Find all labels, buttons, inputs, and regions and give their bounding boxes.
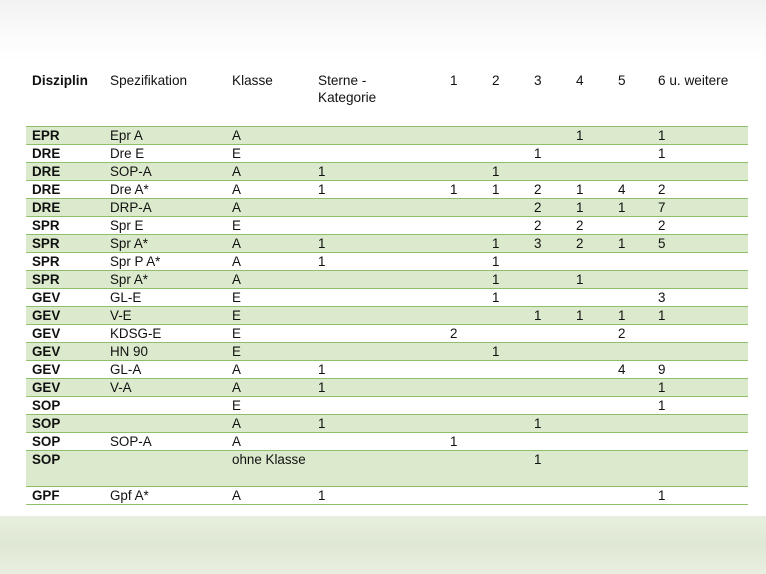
cell-spezifikation: KDSG-E	[110, 325, 232, 343]
cell-sterne-kategorie	[318, 307, 450, 325]
table-row	[26, 271, 748, 289]
cell-col-6-plus	[658, 325, 748, 343]
cell-col-2: 1	[492, 163, 534, 181]
cell-col-6-plus: 1	[658, 307, 748, 325]
cell-col-5	[618, 487, 658, 505]
cell-disziplin: GEV	[26, 307, 110, 325]
table-row	[26, 217, 748, 235]
cell-col-1	[450, 379, 492, 397]
cell-klasse: E	[232, 289, 318, 307]
cell-col-1	[450, 235, 492, 253]
table-row	[26, 145, 748, 163]
cell-col-4	[576, 379, 618, 397]
cell-col-2	[492, 361, 534, 379]
cell-col-3	[534, 289, 576, 307]
cell-col-1	[450, 361, 492, 379]
cell-klasse: A	[232, 379, 318, 397]
cell-col-6-plus	[658, 451, 748, 487]
cell-col-6-plus: 1	[658, 487, 748, 505]
header-klasse: Klasse	[232, 73, 273, 88]
cell-disziplin: SPR	[26, 217, 110, 235]
cell-col-4: 1	[576, 307, 618, 325]
cell-spezifikation	[110, 451, 232, 487]
cell-col-1	[450, 451, 492, 487]
cell-col-4	[576, 343, 618, 361]
cell-col-2: 1	[492, 343, 534, 361]
cell-spezifikation: GL-A	[110, 361, 232, 379]
cell-col-1: 1	[450, 181, 492, 199]
cell-sterne-kategorie: 1	[318, 235, 450, 253]
header-disziplin: Disziplin	[32, 73, 88, 88]
cell-sterne-kategorie: 1	[318, 163, 450, 181]
cell-col-5	[618, 343, 658, 361]
cell-klasse: E	[232, 397, 318, 415]
cell-col-1	[450, 127, 492, 145]
table-row	[26, 307, 748, 325]
cell-col-5	[618, 253, 658, 271]
cell-disziplin: SPR	[26, 253, 110, 271]
cell-disziplin: SOP	[26, 397, 110, 415]
cell-spezifikation: Spr A*	[110, 235, 232, 253]
cell-col-5: 1	[618, 199, 658, 217]
cell-col-3: 3	[534, 235, 576, 253]
cell-col-2	[492, 127, 534, 145]
cell-col-5: 4	[618, 181, 658, 199]
cell-sterne-kategorie	[318, 217, 450, 235]
cell-col-1	[450, 217, 492, 235]
cell-col-5	[618, 451, 658, 487]
cell-klasse: A	[232, 361, 318, 379]
cell-col-5	[618, 289, 658, 307]
cell-klasse: A	[232, 235, 318, 253]
cell-col-3: 1	[534, 451, 576, 487]
header-col-6-plus: 6 u. weitere	[658, 73, 729, 88]
cell-col-4: 1	[576, 271, 618, 289]
cell-col-3	[534, 379, 576, 397]
cell-col-2	[492, 487, 534, 505]
cell-col-6-plus	[658, 163, 748, 181]
cell-spezifikation	[110, 415, 232, 433]
cell-col-3	[534, 487, 576, 505]
cell-col-4: 2	[576, 235, 618, 253]
table-row	[26, 487, 748, 505]
cell-col-1	[450, 343, 492, 361]
cell-col-1	[450, 199, 492, 217]
cell-col-5	[618, 415, 658, 433]
cell-disziplin: GEV	[26, 361, 110, 379]
bottom-background-band	[0, 516, 766, 574]
header-sterne-kategorie	[318, 66, 450, 127]
cell-col-6-plus: 7	[658, 199, 748, 217]
cell-col-6-plus	[658, 433, 748, 451]
cell-disziplin: EPR	[26, 127, 110, 145]
table-row	[26, 199, 748, 217]
cell-col-2	[492, 379, 534, 397]
cell-col-5: 1	[618, 235, 658, 253]
cell-col-4	[576, 397, 618, 415]
table-row	[26, 181, 748, 199]
cell-disziplin: GEV	[26, 289, 110, 307]
table-row	[26, 451, 748, 487]
cell-klasse: A	[232, 181, 318, 199]
cell-sterne-kategorie	[318, 325, 450, 343]
cell-col-4	[576, 415, 618, 433]
cell-spezifikation	[110, 397, 232, 415]
cell-klasse: A	[232, 415, 318, 433]
cell-col-2: 1	[492, 289, 534, 307]
cell-col-6-plus: 1	[658, 145, 748, 163]
table-row	[26, 289, 748, 307]
cell-disziplin: DRE	[26, 181, 110, 199]
cell-klasse: ohne Klasse	[232, 451, 318, 487]
cell-sterne-kategorie	[318, 289, 450, 307]
cell-sterne-kategorie	[318, 145, 450, 163]
table-row	[26, 361, 748, 379]
cell-sterne-kategorie: 1	[318, 487, 450, 505]
cell-col-6-plus: 9	[658, 361, 748, 379]
cell-disziplin: GEV	[26, 325, 110, 343]
cell-disziplin: DRE	[26, 163, 110, 181]
cell-col-3	[534, 397, 576, 415]
cell-col-5	[618, 379, 658, 397]
cell-disziplin: DRE	[26, 199, 110, 217]
cell-disziplin: DRE	[26, 145, 110, 163]
cell-col-3: 1	[534, 415, 576, 433]
cell-klasse: E	[232, 145, 318, 163]
header-row	[26, 66, 748, 127]
top-background-band	[0, 0, 766, 62]
cell-col-2: 1	[492, 271, 534, 289]
cell-col-3: 2	[534, 217, 576, 235]
cell-sterne-kategorie: 1	[318, 181, 450, 199]
cell-sterne-kategorie: 1	[318, 415, 450, 433]
cell-col-5	[618, 271, 658, 289]
header-col-2: 2	[492, 73, 500, 88]
cell-col-1	[450, 307, 492, 325]
header-col-4: 4	[576, 73, 584, 88]
table-row	[26, 325, 748, 343]
cell-col-4	[576, 451, 618, 487]
cell-col-6-plus: 2	[658, 181, 748, 199]
cell-col-5: 1	[618, 307, 658, 325]
cell-sterne-kategorie	[318, 397, 450, 415]
cell-col-3	[534, 253, 576, 271]
cell-spezifikation: DRP-A	[110, 199, 232, 217]
cell-col-4: 1	[576, 127, 618, 145]
cell-col-2: 1	[492, 253, 534, 271]
cell-col-4: 1	[576, 199, 618, 217]
cell-disziplin: SOP	[26, 451, 110, 487]
cell-col-3	[534, 163, 576, 181]
cell-klasse: A	[232, 163, 318, 181]
table-row	[26, 397, 748, 415]
header-spezifikation: Spezifikation	[110, 73, 188, 88]
cell-col-6-plus: 1	[658, 379, 748, 397]
cell-spezifikation: Gpf A*	[110, 487, 232, 505]
cell-col-1	[450, 487, 492, 505]
cell-col-1	[450, 289, 492, 307]
header-col-1: 1	[450, 73, 458, 88]
cell-col-4	[576, 289, 618, 307]
cell-col-2	[492, 199, 534, 217]
cell-spezifikation: V-E	[110, 307, 232, 325]
cell-sterne-kategorie	[318, 127, 450, 145]
cell-klasse: A	[232, 127, 318, 145]
cell-col-5: 2	[618, 325, 658, 343]
table-body	[26, 127, 748, 505]
cell-col-1	[450, 415, 492, 433]
cell-klasse: E	[232, 343, 318, 361]
cell-col-5	[618, 217, 658, 235]
results-table	[26, 66, 748, 505]
cell-klasse: A	[232, 199, 318, 217]
cell-col-4	[576, 487, 618, 505]
cell-col-2: 1	[492, 181, 534, 199]
header-sterne-line1: Sterne -	[318, 73, 367, 88]
cell-klasse: A	[232, 253, 318, 271]
cell-col-6-plus: 2	[658, 217, 748, 235]
cell-col-3: 1	[534, 145, 576, 163]
cell-disziplin: SPR	[26, 271, 110, 289]
header-col-3: 3	[534, 73, 542, 88]
cell-spezifikation: Spr P A*	[110, 253, 232, 271]
cell-col-2	[492, 451, 534, 487]
cell-col-5	[618, 433, 658, 451]
cell-col-5	[618, 145, 658, 163]
cell-col-6-plus	[658, 415, 748, 433]
cell-col-3	[534, 343, 576, 361]
cell-col-6-plus	[658, 253, 748, 271]
cell-col-5	[618, 127, 658, 145]
cell-sterne-kategorie	[318, 271, 450, 289]
cell-col-3	[534, 127, 576, 145]
cell-col-3	[534, 325, 576, 343]
cell-col-2	[492, 415, 534, 433]
table-row	[26, 163, 748, 181]
cell-col-2: 1	[492, 235, 534, 253]
cell-col-3	[534, 433, 576, 451]
cell-disziplin: SOP	[26, 433, 110, 451]
cell-spezifikation: HN 90	[110, 343, 232, 361]
cell-klasse: E	[232, 325, 318, 343]
cell-col-1	[450, 145, 492, 163]
cell-spezifikation: Dre E	[110, 145, 232, 163]
cell-col-4: 2	[576, 217, 618, 235]
cell-col-2	[492, 397, 534, 415]
cell-col-2	[492, 325, 534, 343]
cell-spezifikation: V-A	[110, 379, 232, 397]
cell-col-3: 2	[534, 181, 576, 199]
cell-col-4: 1	[576, 181, 618, 199]
cell-disziplin: GEV	[26, 343, 110, 361]
cell-col-3	[534, 271, 576, 289]
cell-klasse: A	[232, 271, 318, 289]
cell-spezifikation: Spr A*	[110, 271, 232, 289]
table-row	[26, 235, 748, 253]
cell-sterne-kategorie: 1	[318, 253, 450, 271]
cell-col-4	[576, 361, 618, 379]
cell-col-1: 1	[450, 433, 492, 451]
cell-col-3	[534, 361, 576, 379]
cell-disziplin: GPF	[26, 487, 110, 505]
cell-col-5: 4	[618, 361, 658, 379]
cell-col-5	[618, 163, 658, 181]
cell-disziplin: SOP	[26, 415, 110, 433]
cell-col-4	[576, 253, 618, 271]
cell-col-6-plus: 1	[658, 397, 748, 415]
cell-klasse: A	[232, 487, 318, 505]
header-col-5: 5	[618, 73, 626, 88]
cell-col-1	[450, 397, 492, 415]
cell-col-1	[450, 253, 492, 271]
cell-spezifikation: SOP-A	[110, 163, 232, 181]
results-table-container	[26, 66, 748, 505]
cell-spezifikation: Dre A*	[110, 181, 232, 199]
table-row	[26, 379, 748, 397]
cell-spezifikation: SOP-A	[110, 433, 232, 451]
cell-disziplin: GEV	[26, 379, 110, 397]
cell-spezifikation: Epr A	[110, 127, 232, 145]
cell-klasse: E	[232, 307, 318, 325]
cell-klasse: A	[232, 433, 318, 451]
cell-col-4	[576, 325, 618, 343]
cell-col-4	[576, 163, 618, 181]
cell-col-1	[450, 163, 492, 181]
cell-col-1: 2	[450, 325, 492, 343]
cell-col-1	[450, 271, 492, 289]
cell-spezifikation: Spr E	[110, 217, 232, 235]
cell-col-5	[618, 397, 658, 415]
cell-spezifikation: GL-E	[110, 289, 232, 307]
cell-sterne-kategorie	[318, 199, 450, 217]
cell-col-2	[492, 145, 534, 163]
cell-col-6-plus: 1	[658, 127, 748, 145]
cell-col-2	[492, 433, 534, 451]
cell-sterne-kategorie	[318, 343, 450, 361]
cell-col-3: 2	[534, 199, 576, 217]
cell-col-6-plus: 3	[658, 289, 748, 307]
cell-klasse: E	[232, 217, 318, 235]
cell-sterne-kategorie	[318, 433, 450, 451]
table-row	[26, 343, 748, 361]
cell-disziplin: SPR	[26, 235, 110, 253]
cell-col-2	[492, 307, 534, 325]
cell-sterne-kategorie: 1	[318, 379, 450, 397]
cell-col-2	[492, 217, 534, 235]
table-row	[26, 433, 748, 451]
cell-col-4	[576, 433, 618, 451]
table-row	[26, 415, 748, 433]
cell-col-6-plus	[658, 343, 748, 361]
cell-col-3: 1	[534, 307, 576, 325]
table-row	[26, 253, 748, 271]
cell-col-6-plus: 5	[658, 235, 748, 253]
cell-col-6-plus	[658, 271, 748, 289]
cell-sterne-kategorie	[318, 451, 450, 487]
header-sterne-line2: Kategorie	[318, 90, 377, 105]
cell-sterne-kategorie: 1	[318, 361, 450, 379]
cell-col-4	[576, 145, 618, 163]
table-row	[26, 127, 748, 145]
